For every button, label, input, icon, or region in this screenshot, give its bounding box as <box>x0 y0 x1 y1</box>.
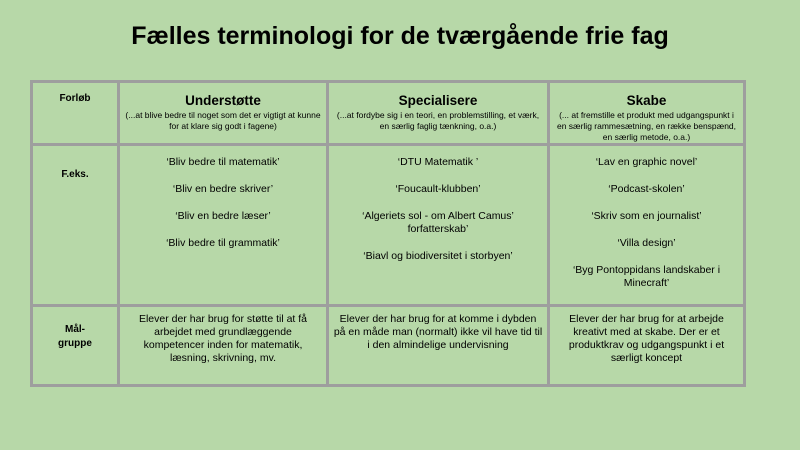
example-item: ‘Podcast-skolen’ <box>608 183 685 195</box>
column-header-specialisere <box>328 82 549 145</box>
example-item: ‘Bliv en bedre skriver’ <box>172 183 274 195</box>
row-label-cell <box>32 145 119 306</box>
example-item: ‘Algeriets sol - om Albert Camus’ forfatterskab’ <box>362 210 514 235</box>
example-item: ‘Lav en graphic novel’ <box>595 156 698 168</box>
column-subtitle: (...at fordybe sig i en teori, en problemstilling, et værk, en særlig faglig tænkning, o.a.) <box>336 110 540 131</box>
column-heading: Specialisere <box>398 93 478 108</box>
example-item: ‘Villa design’ <box>617 237 676 249</box>
column-heading: Understøtte <box>185 93 261 108</box>
row-label-line: gruppe <box>58 338 92 349</box>
header-row <box>32 82 745 145</box>
column-heading: Skabe <box>626 93 667 108</box>
column-header-understoette <box>119 82 328 145</box>
column-subtitle: (... at fremstille et produkt med udgangspunkt i en særlig rammesætning, en række benspænd, en særlig metode, o.a.) <box>556 110 737 142</box>
target-group-text: Elever der har brug for støtte til at få arbejdet med grundlæggende kompetencer inden for matematik, læsning, skrivning, mv. <box>138 313 308 364</box>
row-label-line: Mål- <box>65 324 85 335</box>
row-label-cell <box>32 82 119 145</box>
example-item: ‘Foucault-klubben’ <box>395 183 481 195</box>
target-group-cell-specialisere <box>328 306 549 386</box>
target-group-row <box>32 306 745 386</box>
example-item: ‘Skriv som en journalist’ <box>591 210 702 222</box>
target-group-cell-understoette <box>119 306 328 386</box>
row-label-maalgruppe <box>37 307 113 351</box>
target-group-text: Elever der har brug for at arbejde kreativt med at skabe. Der er et produktkrav og udgangspunkt i et særligt koncept <box>568 313 725 364</box>
row-label-cell <box>32 306 119 386</box>
page-title: Fælles terminologi for de tværgående frie fag <box>131 22 669 50</box>
column-subtitle: (...at blive bedre til noget som det er vigtigt at kunne for at klare sig godt i fagene) <box>125 110 321 131</box>
row-label-feks: F.eks. <box>61 169 89 180</box>
example-item: ‘Biavl og biodiversitet i storbyen’ <box>363 250 513 262</box>
examples-cell-understoette <box>119 145 328 306</box>
examples-cell-specialisere <box>328 145 549 306</box>
example-item: ‘Bliv en bedre læser’ <box>175 210 271 222</box>
terminology-table <box>30 80 746 387</box>
example-item: ‘Byg Pontoppidans landskaber i Minecraft’ <box>572 264 721 289</box>
examples-row <box>32 145 745 306</box>
column-header-skabe <box>549 82 745 145</box>
example-item: ‘Bliv bedre til grammatik’ <box>166 237 280 249</box>
example-item: ‘Bliv bedre til matematik’ <box>166 156 280 168</box>
target-group-text: Elever der har brug for at komme i dybden på en måde man (normalt) ikke vil have tid til i den almindelige undervisning <box>333 313 543 351</box>
target-group-cell-skabe <box>549 306 745 386</box>
examples-cell-skabe <box>549 145 745 306</box>
row-label-forloeb: Forløb <box>59 93 91 104</box>
example-item: ‘DTU Matematik ’ <box>397 156 479 168</box>
